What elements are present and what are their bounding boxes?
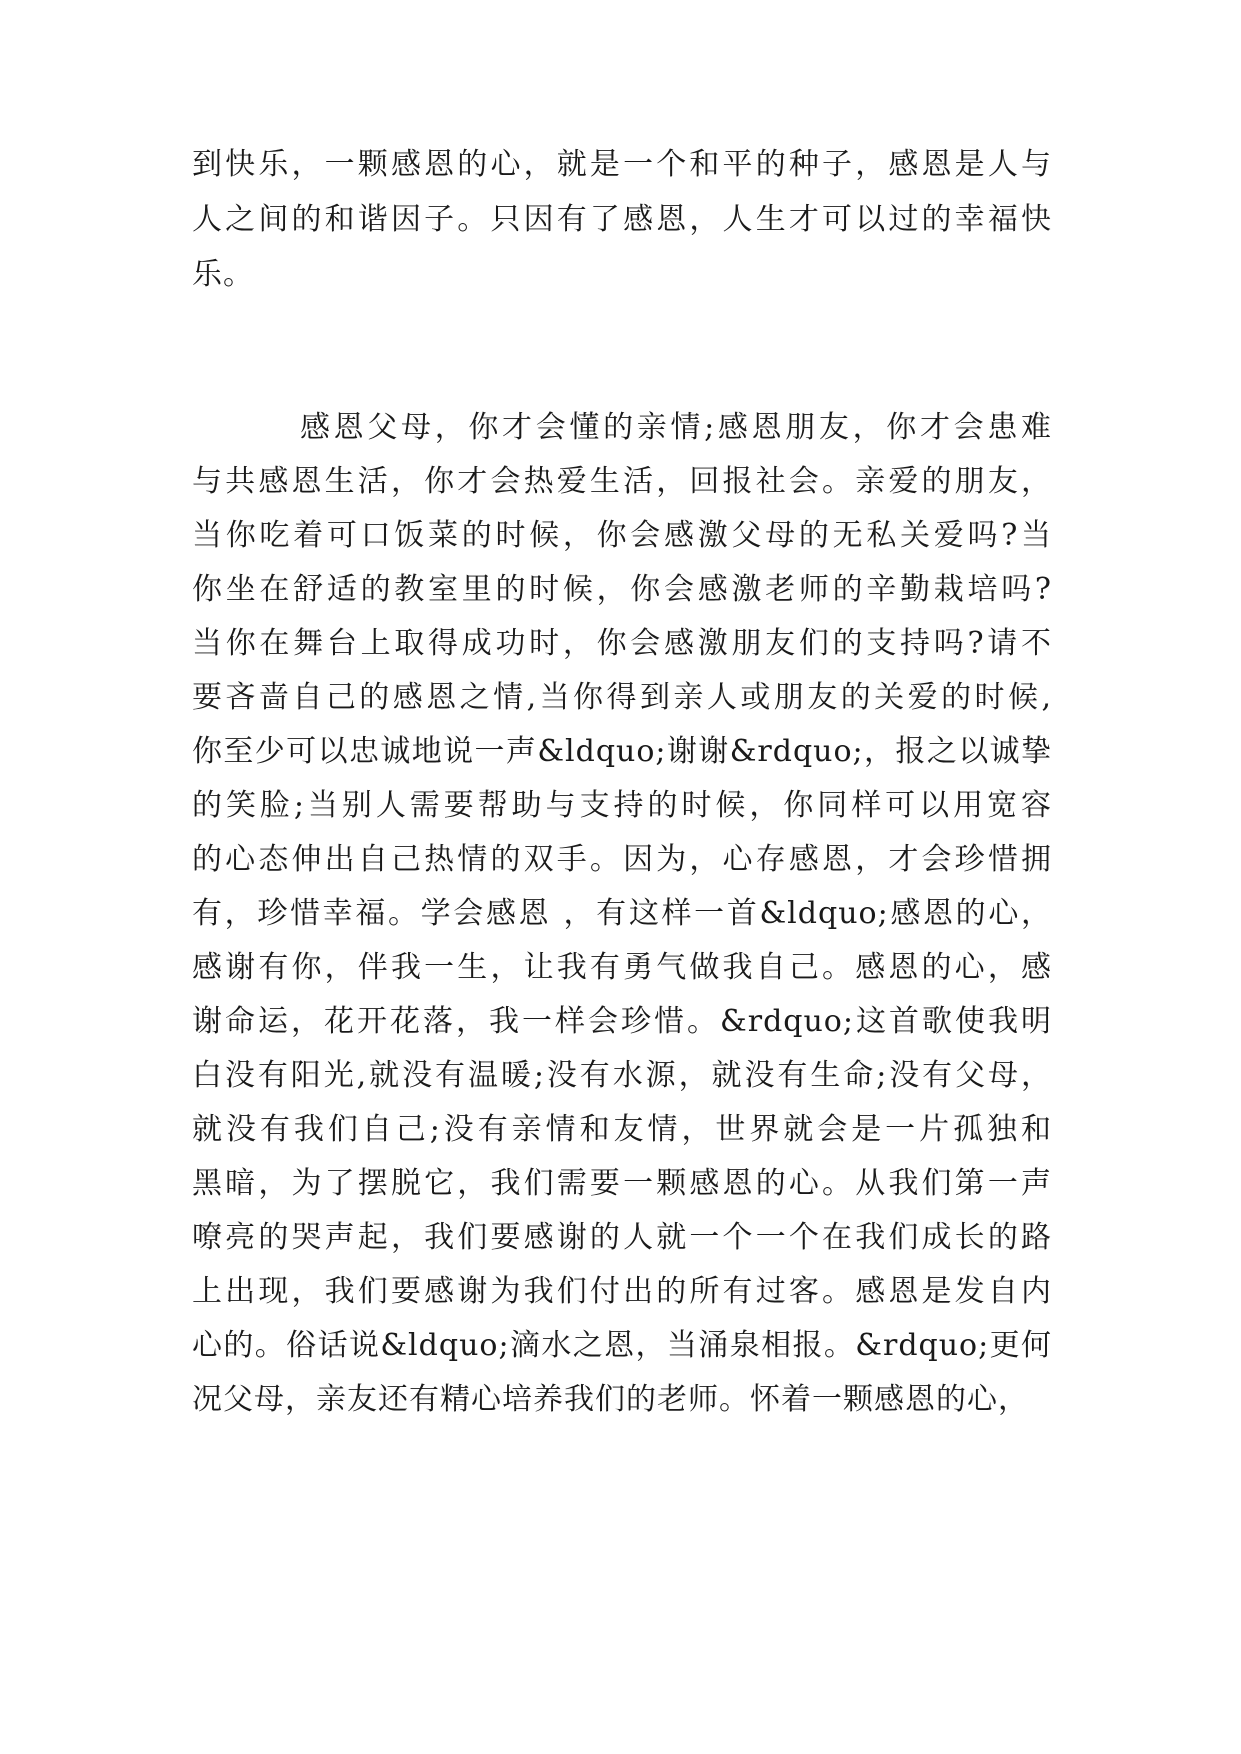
paragraph-2-line-14: 就没有我们自己;没有亲情和友情，世界就会是一片孤独和 xyxy=(192,1112,1052,1147)
paragraph-2-line-8: 的笑脸;当别人需要帮助与支持的时候，你同样可以用宽容 xyxy=(192,788,1052,823)
paragraph-2-line-18: 心的。俗话说&ldquo;滴水之恩，当涌泉相报。&rdquo;更何 xyxy=(192,1328,1052,1363)
paragraph-2-line-10: 有，珍惜幸福。学会感恩 ，有这样一首&ldquo;感恩的心， xyxy=(192,896,1052,931)
paragraph-1-line-2: 人之间的和谐因子。只因有了感恩，人生才可以过的幸福快 xyxy=(192,202,1052,237)
paragraph-2-line-3: 当你吃着可口饭菜的时候，你会感激父母的无私关爱吗?当 xyxy=(192,518,1052,553)
paragraph-2-line-15: 黑暗，为了摆脱它，我们需要一颗感恩的心。从我们第一声 xyxy=(192,1166,1052,1201)
paragraph-2-line-11: 感谢有你，伴我一生，让我有勇气做我自己。感恩的心，感 xyxy=(192,950,1052,985)
paragraph-2-line-19: 况父母，亲友还有精心培养我们的老师。怀着一颗感恩的心， xyxy=(192,1382,1029,1417)
paragraph-2-line-13: 白没有阳光,就没有温暖;没有水源，就没有生命;没有父母， xyxy=(192,1058,1052,1093)
paragraph-1-line-3: 乐。 xyxy=(192,257,254,292)
paragraph-2-line-1: 感恩父母，你才会懂的亲情;感恩朋友，你才会患难 xyxy=(300,410,1052,445)
paragraph-2-line-7: 你至少可以忠诚地说一声&ldquo;谢谢&rdquo;，报之以诚挚 xyxy=(192,734,1052,769)
paragraph-2-line-12: 谢命运，花开花落，我一样会珍惜。&rdquo;这首歌使我明 xyxy=(192,1004,1052,1039)
paragraph-2-line-17: 上出现，我们要感谢为我们付出的所有过客。感恩是发自内 xyxy=(192,1274,1052,1309)
paragraph-2-line-4: 你坐在舒适的教室里的时候，你会感激老师的辛勤栽培吗? xyxy=(192,572,1052,607)
paragraph-2-line-16: 嘹亮的哭声起，我们要感谢的人就一个一个在我们成长的路 xyxy=(192,1220,1052,1255)
paragraph-2-line-5: 当你在舞台上取得成功时，你会感激朋友们的支持吗?请不 xyxy=(192,626,1052,661)
paragraph-2-line-2: 与共感恩生活，你才会热爱生活，回报社会。亲爱的朋友， xyxy=(192,464,1052,499)
paragraph-1-line-1: 到快乐，一颗感恩的心，就是一个和平的种子，感恩是人与 xyxy=(192,147,1052,182)
paragraph-2-line-9: 的心态伸出自己热情的双手。因为，心存感恩，才会珍惜拥 xyxy=(192,842,1052,877)
paragraph-2-line-6: 要吝啬自己的感恩之情,当你得到亲人或朋友的关爱的时候, xyxy=(192,680,1052,715)
